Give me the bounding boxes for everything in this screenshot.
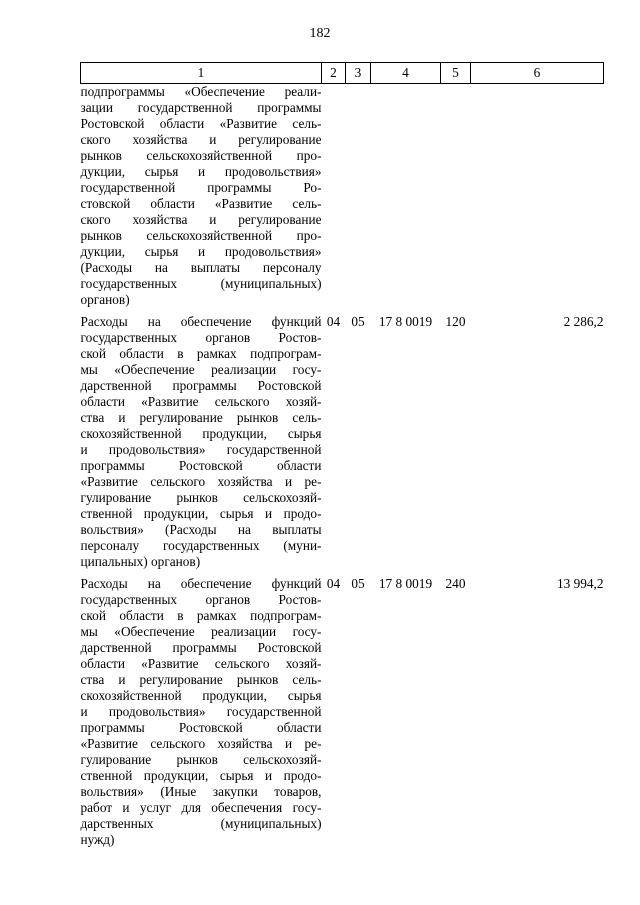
description-line: государственных органов Ростов- <box>80 592 322 607</box>
header-col-5: 5 <box>441 63 471 84</box>
table-row <box>81 573 604 851</box>
description-line: области «Развитие сельского хозяй- <box>80 656 322 671</box>
description-line: дарственных (муниципальных) <box>80 816 322 831</box>
header-row <box>81 63 604 84</box>
description-line: гулирование рынков сельскохозяй- <box>80 490 322 505</box>
row-description <box>81 84 322 312</box>
description-line: зации государственной программы <box>80 100 322 115</box>
description-line: Расходы на обеспечение функций <box>80 576 322 591</box>
row-subsection: 05 <box>351 314 365 329</box>
description-line: «Развитие сельского хозяйства и ре- <box>80 736 322 751</box>
description-line: мы «Обеспечение реализации госу- <box>80 362 322 377</box>
description-line: и продовольствия» государственной <box>80 442 322 457</box>
description-line: дарственной программы Ростовской <box>80 640 322 655</box>
row-expense-type: 120 <box>445 314 466 329</box>
budget-table <box>80 62 604 851</box>
description-line: вольствия» (Расходы на выплаты <box>80 522 322 537</box>
header-col-4: 4 <box>371 63 441 84</box>
description-line: персоналу государственных (муни- <box>80 538 322 553</box>
description-line: скохозяйственной продукции, сырья <box>80 426 322 441</box>
description-line: области «Развитие сельского хозяй- <box>80 394 322 409</box>
description-line: (Расходы на выплаты персоналу <box>80 260 322 275</box>
row-expense-type: 240 <box>445 576 466 591</box>
description-line: рынков сельскохозяйственной про- <box>80 148 322 163</box>
description-line: ства и регулирование рынков сель- <box>80 672 322 687</box>
row-expense-type <box>441 84 471 312</box>
row-section: 04 <box>326 314 341 329</box>
description-line: программы Ростовской области <box>80 720 322 735</box>
row-amount: 2 286,2 <box>563 314 604 329</box>
description-line: ства и регулирование рынков сель- <box>80 410 322 425</box>
description-line: дарственной программы Ростовской <box>80 378 322 393</box>
description-line: органов) <box>80 292 130 307</box>
description-line: программы Ростовской области <box>80 458 322 473</box>
description-line: ской области в рамках подпрограм- <box>80 608 322 623</box>
page-number: 182 <box>309 26 331 41</box>
description-line: ской области в рамках подпрограм- <box>80 346 322 361</box>
description-line: рынков сельскохозяйственной про- <box>80 228 322 243</box>
header-col-1: 1 <box>81 63 322 84</box>
description-line: подпрограммы «Обеспечение реали- <box>80 84 322 99</box>
description-line: государственных органов Ростов- <box>80 330 322 345</box>
description-line: государственных (муниципальных) <box>80 276 322 291</box>
description-line: гулирование рынков сельскохозяй- <box>80 752 322 767</box>
row-amount: 13 994,2 <box>556 576 604 591</box>
row-target-item <box>371 84 441 312</box>
description-line: мы «Обеспечение реализации госу- <box>80 624 322 639</box>
description-line: дукции, сырья и продовольствия» <box>80 164 322 179</box>
description-line: ципальных) органов) <box>80 554 201 569</box>
description-line: нужд) <box>80 832 115 847</box>
row-amount <box>471 84 604 312</box>
row-description <box>81 573 322 851</box>
row-target-item: 17 8 0019 <box>378 576 433 591</box>
description-line: ского хозяйства и регулирование <box>80 132 322 147</box>
row-description <box>81 311 322 573</box>
description-line: скохозяйственной продукции, сырья <box>80 688 322 703</box>
header-col-6: 6 <box>471 63 604 84</box>
row-section <box>322 84 346 312</box>
description-line: работ и услуг для обеспечения госу- <box>80 800 322 815</box>
description-line: Ростовской области «Развитие сель- <box>80 116 322 131</box>
description-line: вольствия» (Иные закупки товаров, <box>80 784 322 799</box>
description-line: «Развитие сельского хозяйства и ре- <box>80 474 322 489</box>
row-subsection: 05 <box>351 576 365 591</box>
description-line: ского хозяйства и регулирование <box>80 212 322 227</box>
description-line: дукции, сырья и продовольствия» <box>80 244 322 259</box>
description-line: стовской области «Развитие сель- <box>80 196 322 211</box>
header-col-2: 2 <box>322 63 346 84</box>
row-subsection <box>346 84 371 312</box>
table-row <box>81 84 604 312</box>
header-col-3: 3 <box>346 63 371 84</box>
description-line: и продовольствия» государственной <box>80 704 322 719</box>
description-line: ственной продукции, сырья и продо- <box>80 506 322 521</box>
description-line: государственной программы Ро- <box>80 180 322 195</box>
table-row <box>81 311 604 573</box>
row-target-item: 17 8 0019 <box>378 314 433 329</box>
row-section: 04 <box>326 576 341 591</box>
description-line: Расходы на обеспечение функций <box>80 314 322 329</box>
description-line: ственной продукции, сырья и продо- <box>80 768 322 783</box>
